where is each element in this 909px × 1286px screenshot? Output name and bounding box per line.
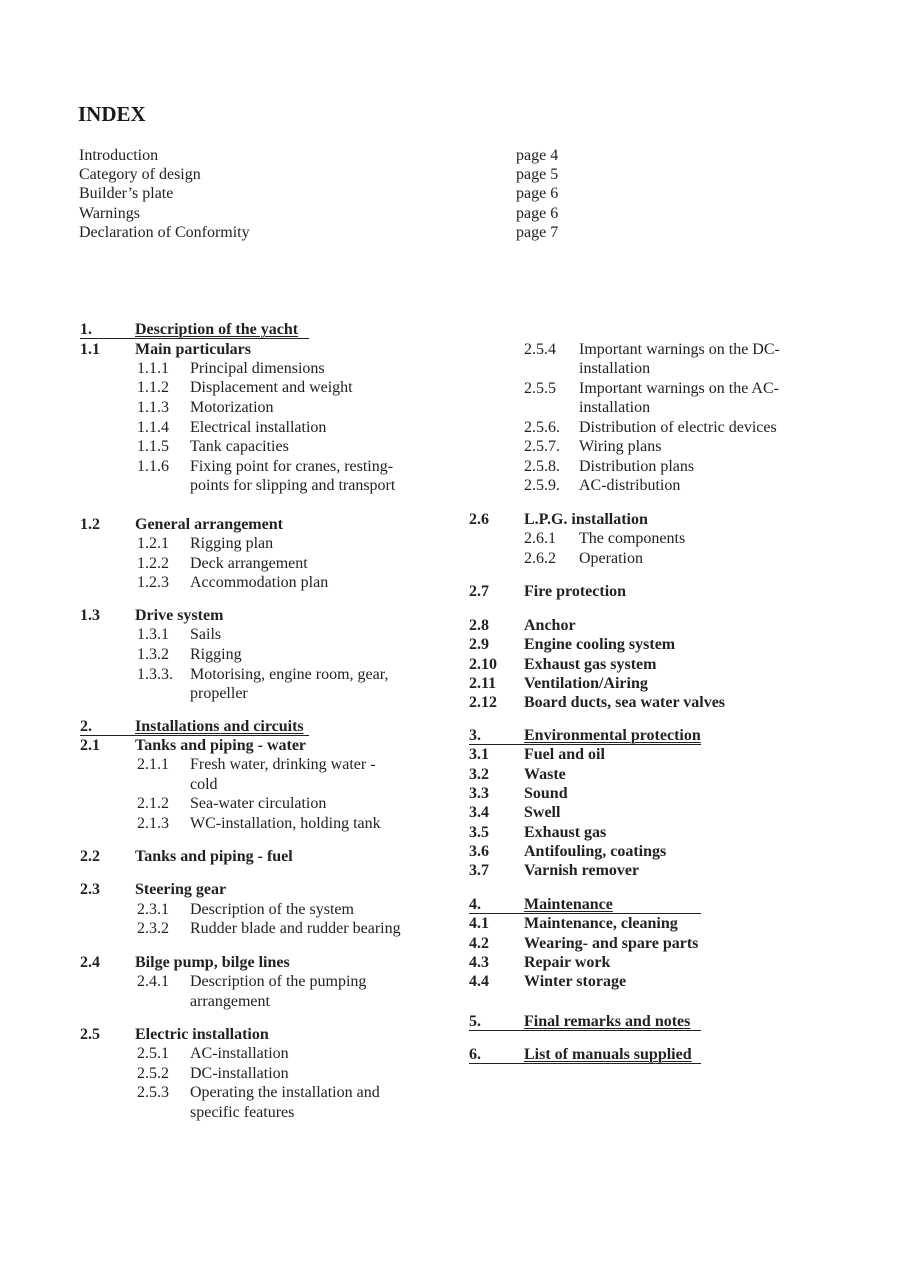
subsection-number: 1.2.1 — [137, 535, 169, 552]
section-number: 3.4 — [469, 804, 489, 821]
section-number: 4.3 — [469, 954, 489, 971]
section-number: 2.5 — [80, 1026, 100, 1043]
subsection-number: 1.1.5 — [137, 438, 169, 455]
section-number: 1.1 — [80, 341, 100, 358]
section-number: 3.7 — [469, 862, 489, 879]
section-heading: Fuel and oil — [524, 746, 605, 763]
subsection-title: Motorization — [190, 399, 274, 416]
chapter-heading: Installations and circuits — [135, 718, 304, 735]
chapter-number: 3. — [469, 727, 481, 744]
chapter-heading: Description of the yacht — [135, 321, 299, 338]
intro-entry-label: Builder’s plate — [79, 185, 174, 202]
subsection-title-continued: cold — [190, 776, 218, 793]
subsection-title: Sea-water circulation — [190, 795, 327, 812]
section-number: 4.1 — [469, 915, 489, 932]
subsection-title: Principal dimensions — [190, 360, 325, 377]
intro-entry-label: Introduction — [79, 147, 159, 164]
subsection-number: 2.3.2 — [137, 920, 169, 937]
intro-entry-page: page 7 — [516, 224, 559, 241]
subsection-number: 1.3.2 — [137, 646, 169, 663]
subsection-title: Motorising, engine room, gear, — [190, 666, 389, 683]
section-heading: Ventilation/Airing — [524, 675, 648, 692]
section-number: 2.11 — [469, 675, 497, 692]
section-heading: Antifouling, coatings — [524, 843, 667, 860]
intro-entry-label: Warnings — [79, 205, 140, 222]
chapter-heading: Final remarks and notes — [524, 1013, 691, 1030]
section-heading: Wearing- and spare parts — [524, 935, 699, 952]
section-heading: Engine cooling system — [524, 636, 676, 653]
section-heading: L.P.G. installation — [524, 511, 648, 528]
chapter-number: 2. — [80, 718, 92, 735]
subsection-number: 2.5.2 — [137, 1065, 169, 1082]
chapter-rule — [469, 1030, 701, 1031]
subsection-title: Important warnings on the DC- — [579, 341, 780, 358]
section-heading: General arrangement — [135, 516, 283, 533]
intro-entry-page: page 6 — [516, 205, 559, 222]
subsection-number: 1.1.6 — [137, 458, 169, 475]
subsection-title-continued: installation — [579, 399, 651, 416]
section-number: 2.7 — [469, 583, 489, 600]
subsection-number: 2.6.1 — [524, 530, 556, 547]
subsection-title-continued: installation — [579, 360, 651, 377]
section-heading: Varnish remover — [524, 862, 640, 879]
subsection-number: 2.1.3 — [137, 815, 169, 832]
subsection-title: Fixing point for cranes, resting- — [190, 458, 394, 475]
subsection-number: 1.1.1 — [137, 360, 169, 377]
subsection-title: Accommodation plan — [190, 574, 329, 591]
subsection-number: 1.1.2 — [137, 379, 169, 396]
section-number: 2.10 — [469, 656, 497, 673]
subsection-title: AC-installation — [190, 1045, 289, 1062]
subsection-number: 2.1.2 — [137, 795, 169, 812]
subsection-title: Fresh water, drinking water - — [190, 756, 376, 773]
subsection-number: 2.5.7. — [524, 438, 560, 455]
section-heading: Sound — [524, 785, 568, 802]
section-number: 2.4 — [80, 954, 100, 971]
subsection-title: Displacement and weight — [190, 379, 353, 396]
intro-entry-label: Category of design — [79, 166, 201, 183]
subsection-title: Sails — [190, 626, 222, 643]
subsection-title: Operation — [579, 550, 643, 567]
section-number: 2.3 — [80, 881, 100, 898]
subsection-title: Wiring plans — [579, 438, 662, 455]
subsection-number: 2.5.4 — [524, 341, 556, 358]
intro-entry-page: page 6 — [516, 185, 559, 202]
subsection-number: 2.5.9. — [524, 477, 560, 494]
section-number: 3.5 — [469, 824, 489, 841]
subsection-title: Operating the installation and — [190, 1084, 380, 1101]
section-number: 3.1 — [469, 746, 489, 763]
subsection-number: 1.3.1 — [137, 626, 169, 643]
section-heading: Winter storage — [524, 973, 627, 990]
chapter-heading: Maintenance — [524, 896, 613, 913]
subsection-title: Deck arrangement — [190, 555, 308, 572]
subsection-title: The components — [579, 530, 686, 547]
subsection-title: DC-installation — [190, 1065, 289, 1082]
section-number: 2.2 — [80, 848, 100, 865]
subsection-number: 2.6.2 — [524, 550, 556, 567]
section-heading: Swell — [524, 804, 561, 821]
subsection-number: 1.2.2 — [137, 555, 169, 572]
section-number: 2.12 — [469, 694, 497, 711]
section-heading: Repair work — [524, 954, 611, 971]
subsection-title: Rigging — [190, 646, 242, 663]
section-heading: Anchor — [524, 617, 576, 634]
section-heading: Fire protection — [524, 583, 627, 600]
subsection-number: 2.3.1 — [137, 901, 169, 918]
section-heading: Tanks and piping - fuel — [135, 848, 293, 865]
subsection-title: Tank capacities — [190, 438, 289, 455]
chapter-rule — [80, 338, 309, 339]
section-heading: Electric installation — [135, 1026, 269, 1043]
chapter-heading: Environmental protection — [524, 727, 701, 744]
subsection-title: Description of the pumping — [190, 973, 367, 990]
subsection-number: 1.1.3 — [137, 399, 169, 416]
subsection-title-continued: points for slipping and transport — [190, 477, 396, 494]
intro-entry-page: page 5 — [516, 166, 559, 183]
subsection-title: Distribution of electric devices — [579, 419, 777, 436]
subsection-number: 1.2.3 — [137, 574, 169, 591]
subsection-title: AC-distribution — [579, 477, 681, 494]
subsection-number: 2.5.5 — [524, 380, 556, 397]
section-number: 2.6 — [469, 511, 489, 528]
subsection-title: Electrical installation — [190, 419, 327, 436]
subsection-number: 2.5.3 — [137, 1084, 169, 1101]
subsection-title: Description of the system — [190, 901, 354, 918]
subsection-title: Rigging plan — [190, 535, 274, 552]
section-number: 3.6 — [469, 843, 489, 860]
section-number: 4.4 — [469, 973, 489, 990]
subsection-number: 2.5.1 — [137, 1045, 169, 1062]
chapter-heading: List of manuals supplied — [524, 1046, 692, 1063]
section-number: 2.8 — [469, 617, 489, 634]
subsection-number: 1.3.3. — [137, 666, 173, 683]
page-title: INDEX — [78, 102, 146, 126]
section-number: 4.2 — [469, 935, 489, 952]
chapter-number: 6. — [469, 1046, 481, 1063]
section-heading: Bilge pump, bilge lines — [135, 954, 290, 971]
section-heading: Drive system — [135, 607, 224, 624]
section-number: 1.2 — [80, 516, 100, 533]
section-heading: Main particulars — [135, 341, 251, 358]
subsection-title-continued: arrangement — [190, 993, 270, 1010]
section-heading: Maintenance, cleaning — [524, 915, 678, 932]
section-heading: Board ducts, sea water valves — [524, 694, 726, 711]
section-number: 3.3 — [469, 785, 489, 802]
subsection-number: 2.1.1 — [137, 756, 169, 773]
subsection-title: Rudder blade and rudder bearing — [190, 920, 401, 937]
chapter-number: 1. — [80, 321, 92, 338]
section-heading: Waste — [524, 766, 566, 783]
section-number: 3.2 — [469, 766, 489, 783]
subsection-number: 2.4.1 — [137, 973, 169, 990]
section-number: 2.1 — [80, 737, 100, 754]
subsection-title: WC-installation, holding tank — [190, 815, 381, 832]
subsection-number: 2.5.6. — [524, 419, 560, 436]
section-heading: Steering gear — [135, 881, 227, 898]
subsection-number: 2.5.8. — [524, 458, 560, 475]
intro-entry-page: page 4 — [516, 147, 559, 164]
chapter-rule — [469, 1063, 701, 1064]
section-heading: Tanks and piping - water — [135, 737, 307, 754]
section-heading: Exhaust gas system — [524, 656, 657, 673]
subsection-title-continued: specific features — [190, 1104, 295, 1121]
subsection-title-continued: propeller — [190, 685, 248, 702]
section-number: 2.9 — [469, 636, 489, 653]
subsection-title: Important warnings on the AC- — [579, 380, 779, 397]
intro-entry-label: Declaration of Conformity — [79, 224, 250, 241]
subsection-title: Distribution plans — [579, 458, 695, 475]
chapter-number: 5. — [469, 1013, 481, 1030]
section-number: 1.3 — [80, 607, 100, 624]
subsection-number: 1.1.4 — [137, 419, 169, 436]
section-heading: Exhaust gas — [524, 824, 607, 841]
chapter-number: 4. — [469, 896, 481, 913]
